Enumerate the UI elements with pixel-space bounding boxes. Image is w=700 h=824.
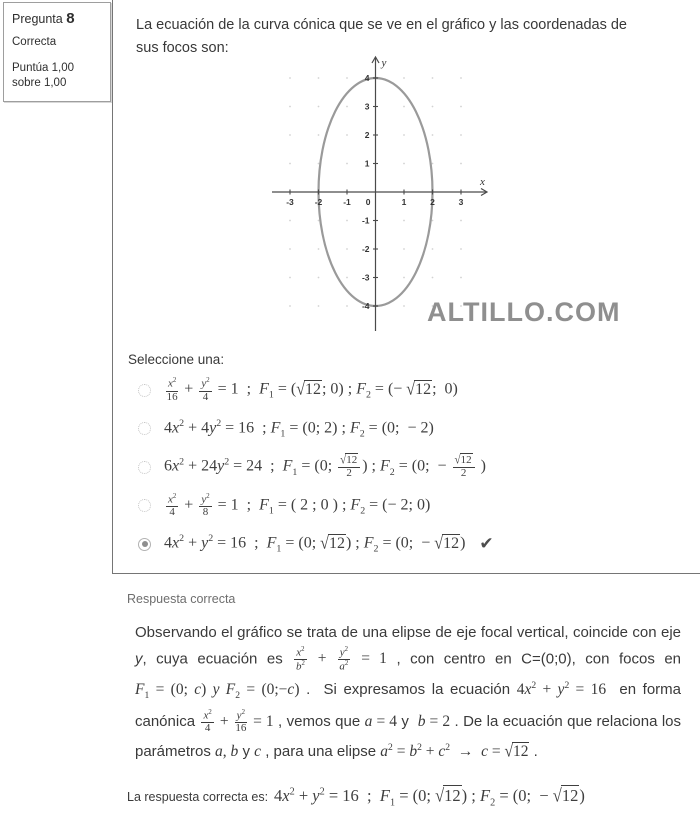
select-one-label: Seleccione una: <box>128 352 225 367</box>
question-state: Correcta <box>12 36 57 48</box>
question-panel <box>112 0 700 574</box>
option-math: $4x^2 + y^2 = 16$ ; $F_1 = (0$; √12) ; $F_2 = (0$; − √12) <box>164 533 466 555</box>
svg-text:3: 3 <box>364 101 370 112</box>
svg-text:-3: -3 <box>286 197 294 207</box>
answer-option[interactable] <box>138 448 698 487</box>
option-math: $4x^2 + 4y^2 = 16$ ; $F_1 = (0$; 2) ; $F_2 = (0$; − 2) <box>164 417 434 440</box>
watermark: ALTILLO.COM <box>427 297 621 327</box>
svg-text:1: 1 <box>401 197 407 207</box>
svg-text:1: 1 <box>364 158 370 169</box>
question-text: La ecuación de la curva cónica que se ve en el gráfico y las coordenadas de sus focos son: <box>136 17 627 56</box>
answer-option[interactable] <box>138 525 698 564</box>
option-math: $\frac{x^2}{16}$ + $\frac{y^2}{4}$ = 1 ; $F_1 = (√12$; 0) ; $F_2$ = (− √12; 0) <box>166 377 458 403</box>
svg-text:y: y <box>381 57 387 69</box>
option-math: $6x^2 + 24y^2 = 24$ ; $F_1 = (0$; $\frac{√12}{2}$ ) ; $F_2 = (0$; − $\frac{√12}{2}$ ) <box>164 453 486 479</box>
correct-check-icon: ✔ <box>479 534 494 554</box>
feedback-heading: Respuesta correcta <box>127 592 236 606</box>
radio-button[interactable] <box>138 499 151 512</box>
correct-answer-line <box>127 786 585 808</box>
svg-text:-3: -3 <box>361 272 370 283</box>
radio-button[interactable] <box>138 384 151 397</box>
svg-text:-2: -2 <box>314 197 323 207</box>
svg-text:2: 2 <box>364 130 370 140</box>
question-info-box <box>3 2 111 102</box>
answer-option[interactable] <box>138 487 698 526</box>
feedback-body: Observando el gráfico se trata de una elipse de eje focal vertical, coincide con eje y, cuya ecuación es $\frac{x^2}{b^2}$ + $\frac{y^2}{a^2}$ = 1 , con centro en C=(0;0), con focos en $F_1 = (0$; c) y $F_2$ = (0;−c) . Si expresamos la ecuación $4x^2 + y^2 = 16$ en forma canónica $\frac{x^2}{4}$ + $\frac{y^2}{16}$ = 1 , vemos que a = 4 y b = 2 . De la ecuación que relaciona los parámetros a, b y c , para una elipse $a^2 = b^2 + c^2 \to c = √12$ . <box>135 624 681 762</box>
question-label: Pregunta 8 <box>12 10 75 27</box>
radio-button[interactable] <box>138 538 151 551</box>
answer-options <box>138 371 698 564</box>
question-grade: Puntúa 1,00 sobre 1,00 <box>12 62 75 89</box>
svg-text:4: 4 <box>364 73 370 83</box>
radio-button[interactable] <box>138 422 151 435</box>
svg-text:0: 0 <box>365 197 371 207</box>
answer-option[interactable] <box>138 371 698 410</box>
svg-text:-4: -4 <box>361 301 370 311</box>
svg-text:-2: -2 <box>361 244 370 254</box>
svg-text:2: 2 <box>430 197 435 207</box>
svg-text:x: x <box>480 176 485 188</box>
svg-text:-1: -1 <box>361 215 370 226</box>
answer-prefix: La respuesta correcta es: <box>127 790 269 804</box>
answer-option[interactable] <box>138 410 698 449</box>
svg-text:-1: -1 <box>343 197 351 207</box>
answer-math: $4x^2 + y^2 = 16$ ; $F_1 = (0$; √12) ; $F_2 = (0$; − √12) <box>274 784 585 809</box>
question-number: 8 <box>66 10 75 27</box>
radio-button[interactable] <box>138 461 151 474</box>
option-math: $\frac{x^2}{4}$ + $\frac{y^2}{8}$ = 1 ; $F_1$ = ( 2 ; 0 ) ; $F_2$ = (− 2; 0) <box>168 492 431 519</box>
svg-text:3: 3 <box>458 197 464 207</box>
